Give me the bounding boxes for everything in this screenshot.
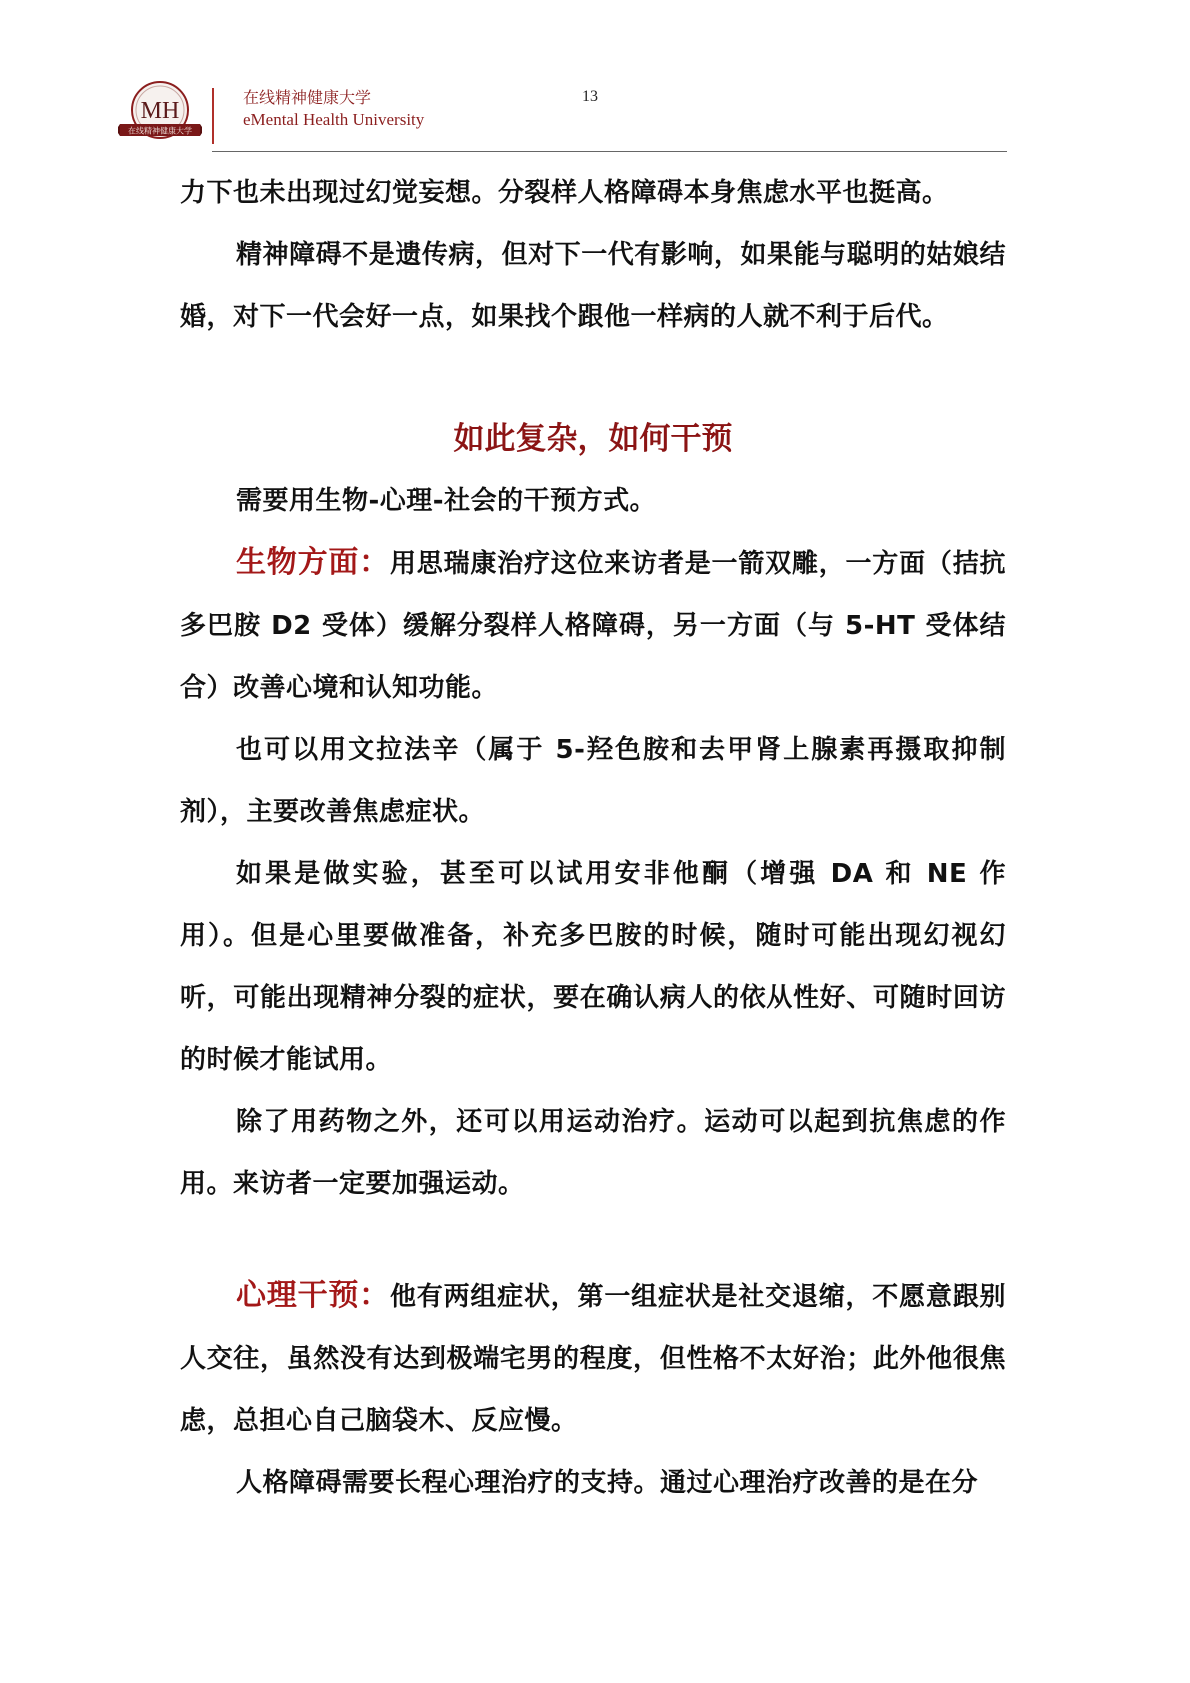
brand-name-english: eMental Health University [243,110,425,129]
logo-ribbon-text: 在线精神健康大学 [128,126,192,136]
paragraph: 也可以用文拉法辛（属于 5-羟色胺和去甲肾上腺素再摄取抑制剂），主要改善焦虑症状。 [180,735,1006,827]
spacer [180,1215,1006,1265]
university-logo [118,80,202,150]
spacer [180,348,1006,408]
paragraph: 如果是做实验，甚至可以试用安非他酮（增强 DA 和 NE 作用）。但是心里要做准备，补充多巴胺的时候，随时可能出现幻视幻听，可能出现精神分裂的症状，要在确认病人的依从性好、可随时回访的时候才能试用。 [180,859,1006,1075]
header-divider [212,151,1007,152]
section-title: 如此复杂，如何干预 [453,421,733,457]
page-header [0,0,1190,160]
brand-divider [212,88,214,144]
paragraph: 除了用药物之外，还可以用运动治疗。运动可以起到抗焦虑的作用。来访者一定要加强运动。 [180,1107,1006,1199]
page-number: 13 [582,88,598,105]
paragraph-text: 用思瑞康治疗这位来访者是一箭双雕，一方面（拮抗多巴胺 D2 受体）缓解分裂样人格障碍，另一方面（与 5-HT 受体结合）改善心境和认知功能。 [180,549,1006,703]
paragraph-biological [180,532,1006,719]
paragraph: 需要用生物-心理-社会的干预方式。 [236,486,657,516]
paragraph: 力下也未出现过幻觉妄想。分裂样人格障碍本身焦虑水平也挺高。 [180,178,949,208]
paragraph: 精神障碍不是遗传病，但对下一代有影响，如果能与聪明的姑娘结婚，对下一代会好一点，如果找个跟他一样病的人就不利于后代。 [180,240,1006,332]
body-content [180,162,1006,1514]
paragraph: 人格障碍需要长程心理治疗的支持。通过心理治疗改善的是在分 [236,1468,979,1498]
paragraph-text: 他有两组症状，第一组症状是社交退缩，不愿意跟别人交往，虽然没有达到极端宅男的程度，但性格不太好治；此外他很焦虑，总担心自己脑袋木、反应慢。 [180,1282,1006,1436]
logo-mark: MH [140,98,180,124]
brand-name-chinese: 在线精神健康大学 [243,88,372,107]
mh-logo-icon [118,80,202,150]
paragraph-psychological [180,1265,1006,1452]
psychological-label: 心理干预： [236,1278,390,1313]
biological-label: 生物方面： [236,545,390,580]
